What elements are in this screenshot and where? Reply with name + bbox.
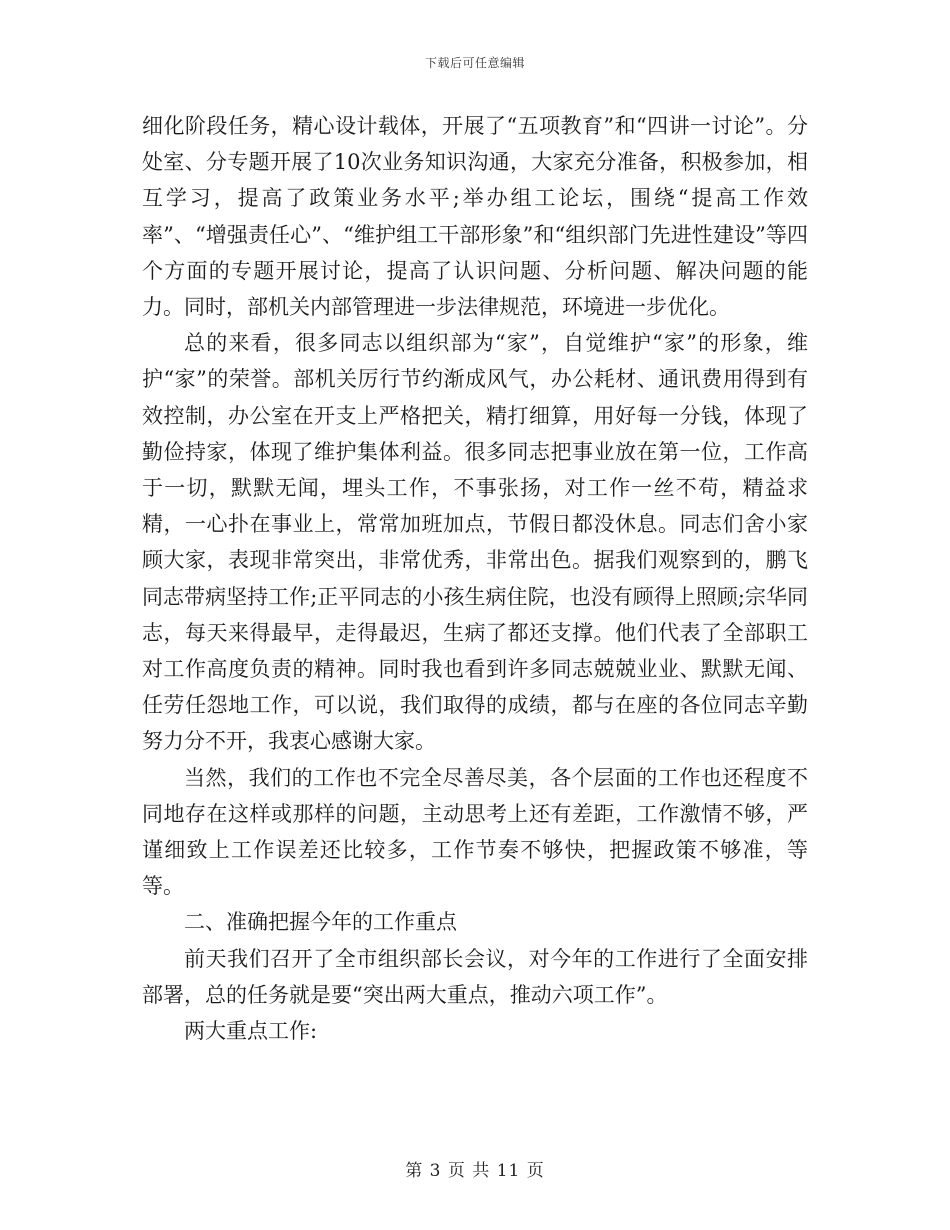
section-heading: 二、准确把握今年的工作重点: [184, 910, 457, 935]
body-paragraph-shortcomings: 当然，我们的工作也不完全尽善尽美，各个层面的工作也还程度不同地存在这样或那样的问题，主动思考上还有差距，工作激情不够，严谨细致上工作误差还比较多，工作节奏不够快，把握政策不够准，等等。: [142, 765, 808, 899]
body-paragraph-key-work: 两大重点工作:: [184, 1019, 318, 1044]
document-body: [142, 108, 808, 1049]
body-paragraph-summary: 总的来看，很多同志以组织部为“家”，自觉维护“家”的形象，维护“家”的荣誉。部机关厉行节约渐成风气，办公耗材、通讯费用得到有效控制，办公室在开支上严格把关，精打细算，用好每一分钱，体现了勤俭持家，体现了维护集体利益。很多同志把事业放在第一位，工作高于一切，默默无闻，埋头工作，不事张扬，对工作一丝不苟，精益求精，一心扑在事业上，常常加班加点，节假日都没休息。同志们舍小家顾大家，表现非常突出，非常优秀，非常出色。据我们观察到的，鹏飞同志带病坚持工作;正平同志的小孩生病住院，也没有顾得上照顾;宗华同志，每天来得最早，走得最迟，生病了都还支撑。他们代表了全部职工对工作高度负责的精神。同时我也看到许多同志兢兢业业、默默无闻、任劳任怨地工作，可以说，我们取得的成绩，都与在座的各位同志辛勤努力分不开，我衷心感谢大家。: [142, 331, 808, 754]
body-paragraph-continuation: 细化阶段任务，精心设计载体，开展了“五项教育”和“四讲一讨论”。分处室、分专题开展了10次业务知识沟通，大家充分准备，积极参加，相互学习，提高了政策业务水平;举办组工论坛，围绕“提高工作效率”、“增强责任心”、“维护组工干部形象”和“组织部门先进性建设”等四个方面的专题开展讨论，提高了认识问题、分析问题、解决问题的能力。同时，部机关内部管理进一步法律规范，环境进一步优化。: [142, 114, 808, 320]
page-number: 第 3 页 共 11 页: [405, 1161, 545, 1181]
body-paragraph-meeting: 前天我们召开了全市组织部长会议，对今年的工作进行了全面安排部署，总的任务就是要“突出两大重点，推动六项工作”。: [142, 946, 808, 1007]
page-header-note: 下载后可任意编辑: [424, 56, 525, 70]
